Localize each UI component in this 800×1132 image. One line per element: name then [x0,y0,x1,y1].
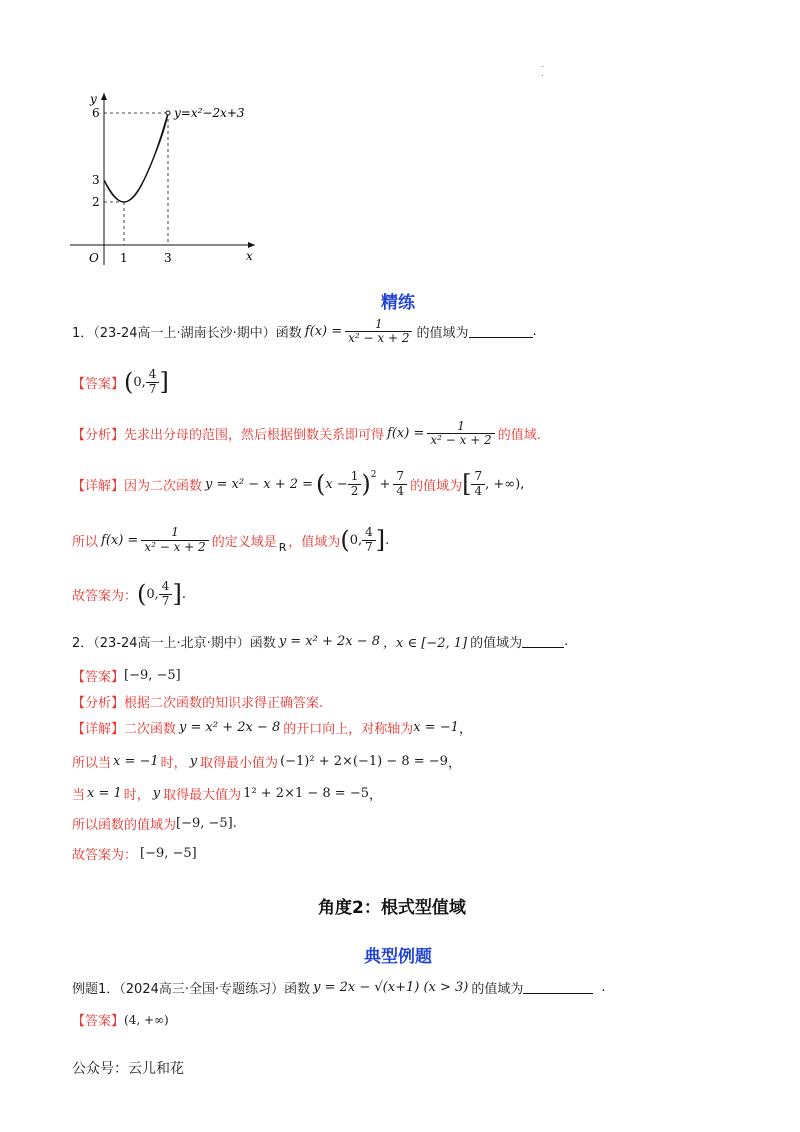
q1-ans-right: ] [159,368,169,396]
y-tick-3: 3 [92,173,100,187]
angle2-title: 角度2：根式型值域 [318,898,466,918]
q2-question [72,632,568,651]
q1-line2-mid: 的定义域是 [211,534,277,550]
paren-close: ) [361,470,371,498]
q2-answer-blank [522,635,564,648]
q1-line2 [72,526,389,554]
q1-ans-left: ( [124,368,134,396]
q1-ans-zero: 0, [133,374,146,390]
q2-l2-expr: (−1)² + 2×(−1) − 8 = −9 [280,754,448,769]
q1-answer-blank [469,325,533,338]
q1-range-tail: , +∞) [485,476,521,492]
q2-end: . [564,634,569,649]
q1-analysis-end: 的值域. [497,428,541,444]
q2-detail-end: ， [458,722,472,737]
q2-l4-text: 所以函数的值域为 [72,818,177,833]
q2-l3-mid: 时， [123,788,150,803]
q2-l3-cond: x = 1 [87,786,122,801]
q2-l2-text: 取得最小值为 [200,756,279,771]
q2-l2-end: ， [447,756,461,771]
q1-final-label: 故答案为： [72,588,138,604]
q2-l2-pre: 所以当 [72,756,112,771]
y-tick-2: 2 [92,195,100,209]
q2-l3-y: y [152,786,161,801]
footer-account: 公众号：云儿和花 [72,1061,184,1077]
q2-answer-tag: 【答案】 [72,670,125,685]
origin-label: O [89,251,99,265]
q1-line2-func: f(x) = [101,532,139,548]
y-tick-6: 6 [92,106,100,120]
ex1-prefix: 例题1．（2024高三·全国·专题练习）函数 [72,982,311,997]
curve-label: y=x²−2x+3 [174,106,245,120]
q2-cond: ，x ∈ [−2, 1] [383,636,468,651]
q1-analysis-func: f(x) = [387,426,425,442]
q1-plus: + [379,476,391,492]
q2-l3-expr: 1² + 2×1 − 8 = −5 [243,786,369,801]
q2-l3-end: ， [369,788,383,803]
q2-detail-tag: 【详解】 [72,722,125,737]
section-practice-title: 精练 [381,293,415,313]
axis-y-label: y [90,92,97,106]
q2-l2-mid: 时， [160,756,187,771]
q1-analysis-text: 先求出分母的范围，然后根据倒数关系即可得 [124,428,385,444]
q2-detail-axis: x = −1 [413,720,459,735]
q2-l2-y: y [189,754,198,769]
ex1-func: y = 2x − √(x+1) (x > 3) [313,980,469,995]
q2-detail-line [72,718,472,737]
q2-line4 [72,814,237,833]
q1-line2-pre: 所以 [72,534,99,550]
q1-final-end: . [181,586,186,602]
ex1-suffix: 的值域为 [471,982,524,997]
q1-detail-tag: 【详解】 [72,478,125,494]
q1-line2-frac: $\frac{1}{\text{x² − x + 2}}$ [141,526,208,553]
q2-analysis-tag: 【分析】 [72,696,125,711]
q1-ans-frac: $\frac{4}{7}$ [146,368,160,395]
q1-final-zero: 0, [146,586,159,602]
corner-marks: . . [541,60,544,78]
axis-x-label: x [246,249,253,263]
q2-analysis-text: 根据二次函数的知识求得正确答案. [124,696,324,711]
ex1-answer-line [72,1010,169,1029]
q2-l3-text: 取得最大值为 [163,788,242,803]
q1-detail-line [72,470,524,498]
q1-line2-zero: 0, [349,532,363,548]
q1-line2-mid2: ，值域为 [288,534,341,550]
q2-prefix: 2．（23-24高一上·北京·期中）函数 [72,636,276,651]
q1-detail-end: , [520,476,525,492]
q2-detail-text2: 的开口向上，对称轴为 [283,722,414,737]
q2-l4-end: . [232,816,237,831]
q1-detail-expr: y = x² − x + 2 = [205,476,314,492]
q1-sq-exp: 2 [370,470,377,480]
ex1-end: . [601,980,606,995]
q1-line2-end: . [385,532,390,548]
q2-final-expr: [−9, −5] [140,846,197,861]
q1-detail-text1: 因为二次函数 [124,478,203,494]
q2-analysis-line [72,692,323,711]
paren-open: ( [316,470,326,498]
q1-fraction: $\frac{1}{\text{x² − x + 2}}$ [345,318,412,345]
section-example-title: 典型例题 [364,947,432,967]
q1-sq-inner: x − [325,476,348,492]
q1-prefix: 1．（23-24高一上·湖南长沙·期中）函数 [72,326,302,342]
q1-analysis-tag: 【分析】 [72,428,125,444]
q1-line2-R: R [278,541,287,554]
q1-range-open: [ [462,470,472,498]
ex1-answer: (4, +∞) [124,1012,169,1027]
q1-suffix: 的值域为 [416,326,469,342]
q2-line2 [72,752,461,771]
q2-final-label: 故答案为： [72,848,138,863]
q1-detail-text2: 的值域为 [410,478,463,494]
q1-final-left: ( [137,580,147,608]
q1-analysis-line [72,420,541,447]
q2-l3-pre: 当 [72,788,86,803]
function-graph [60,85,260,270]
q1-74-frac: $\frac{7}{4}$ [393,470,407,497]
q1-range-frac: $\frac{7}{4}$ [471,470,485,497]
q2-l2-cond: x = −1 [113,754,159,769]
q2-func: y = x² + 2x − 8 [278,634,381,649]
q1-line2-right: ] [375,526,386,554]
q2-final-line [72,844,197,863]
q2-detail-text: 二次函数 [124,722,177,737]
ex1-answer-tag: 【答案】 [72,1014,125,1029]
q1-half-frac: $\frac{1}{2}$ [348,470,362,497]
q2-answer: [−9, −5] [124,668,181,683]
q1-end: . [532,324,537,340]
q2-answer-line [72,666,181,685]
ex1-answer-blank [523,981,593,994]
q1-question [72,318,537,345]
q1-answer-tag: 【答案】 [72,376,125,392]
parabola-curve [104,113,168,202]
q2-line3 [72,784,382,803]
q2-suffix: 的值域为 [470,636,523,651]
q1-line2-left: ( [340,526,350,554]
ex1-question [72,978,606,997]
q1-final-frac: $\frac{4}{7}$ [159,580,173,607]
x-tick-1: 1 [120,251,128,265]
q1-final-right: ] [172,580,182,608]
q1-answer-line [72,368,169,396]
q1-analysis-frac: $\frac{1}{\text{x² − x + 2}}$ [427,420,494,447]
x-tick-3: 3 [164,251,172,265]
q1-func-lhs: f(x) = [304,324,343,340]
q1-line2-ansfrac: $\frac{4}{7}$ [362,526,376,553]
q2-detail-func: y = x² + 2x − 8 [179,720,281,735]
q1-final-line [72,580,186,608]
q2-l4-expr: [−9, −5] [176,816,233,831]
